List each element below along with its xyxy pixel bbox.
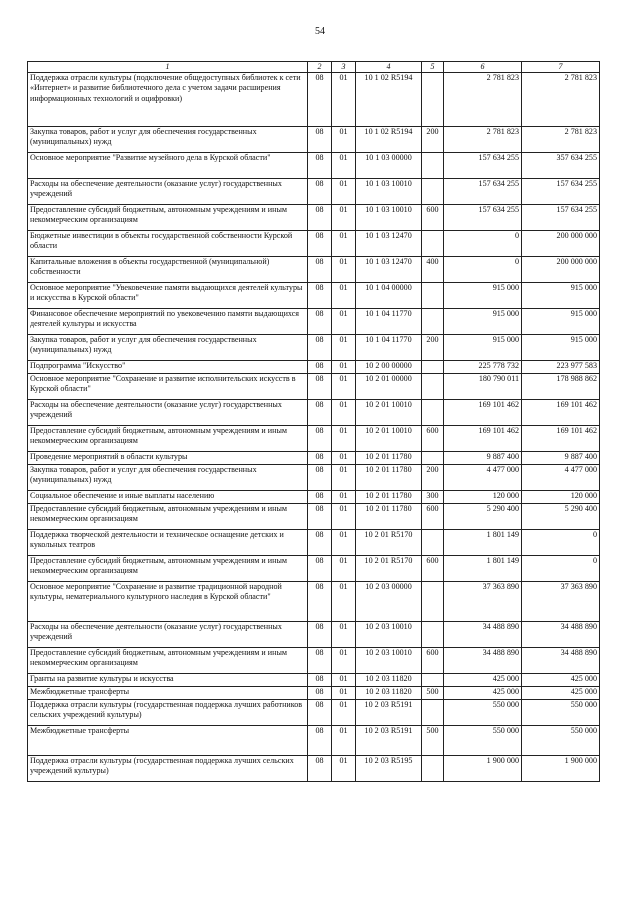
subsection-code: 01 <box>332 491 356 504</box>
expense-type-code <box>422 283 444 309</box>
budget-table <box>27 61 600 782</box>
amount-year-1: 0 <box>444 231 522 257</box>
amount-year-1: 1 900 000 <box>444 756 522 782</box>
expense-name: Подпрограмма "Искусство" <box>28 361 308 374</box>
section-code: 08 <box>308 465 332 491</box>
expense-type-code: 200 <box>422 127 444 153</box>
section-code: 08 <box>308 622 332 648</box>
amount-year-1: 157 634 255 <box>444 205 522 231</box>
subsection-code: 01 <box>332 374 356 400</box>
expense-type-code <box>422 231 444 257</box>
target-article-code: 10 2 01 11780 <box>356 465 422 491</box>
table-row <box>28 374 600 400</box>
expense-type-code <box>422 179 444 205</box>
amount-year-2: 915 000 <box>522 335 600 361</box>
section-code: 08 <box>308 283 332 309</box>
column-number: 6 <box>444 62 522 73</box>
amount-year-1: 4 477 000 <box>444 465 522 491</box>
subsection-code: 01 <box>332 127 356 153</box>
target-article-code: 10 1 03 10010 <box>356 179 422 205</box>
section-code: 08 <box>308 205 332 231</box>
subsection-code: 01 <box>332 73 356 127</box>
table-row <box>28 700 600 726</box>
expense-type-code: 500 <box>422 687 444 700</box>
expense-name: Поддержка отрасли культуры (государственная поддержка лучших сельских учреждений культуры) <box>28 756 308 782</box>
expense-name: Расходы на обеспечение деятельности (оказание услуг) государственных учреждений <box>28 400 308 426</box>
subsection-code: 01 <box>332 335 356 361</box>
target-article-code: 10 2 03 00000 <box>356 582 422 622</box>
target-article-code: 10 1 02 R5194 <box>356 73 422 127</box>
expense-type-code <box>422 530 444 556</box>
table-row <box>28 491 600 504</box>
expense-type-code <box>422 309 444 335</box>
section-code: 08 <box>308 374 332 400</box>
subsection-code: 01 <box>332 556 356 582</box>
expense-type-code <box>422 756 444 782</box>
expense-type-code: 300 <box>422 491 444 504</box>
page-number: 54 <box>315 26 325 37</box>
amount-year-2: 425 000 <box>522 674 600 687</box>
subsection-code: 01 <box>332 231 356 257</box>
amount-year-2: 169 101 462 <box>522 400 600 426</box>
target-article-code: 10 1 04 11770 <box>356 335 422 361</box>
table-row <box>28 674 600 687</box>
amount-year-1: 1 801 149 <box>444 530 522 556</box>
expense-name: Межбюджетные трансферты <box>28 726 308 756</box>
amount-year-1: 157 634 255 <box>444 153 522 179</box>
table-row <box>28 556 600 582</box>
amount-year-2: 9 887 400 <box>522 452 600 465</box>
target-article-code: 10 2 00 00000 <box>356 361 422 374</box>
amount-year-1: 34 488 890 <box>444 622 522 648</box>
table-row <box>28 687 600 700</box>
subsection-code: 01 <box>332 756 356 782</box>
section-code: 08 <box>308 700 332 726</box>
expense-name: Гранты на развитие культуры и искусства <box>28 674 308 687</box>
subsection-code: 01 <box>332 530 356 556</box>
target-article-code: 10 1 03 12470 <box>356 231 422 257</box>
column-number: 7 <box>522 62 600 73</box>
expense-type-code <box>422 622 444 648</box>
amount-year-1: 180 790 011 <box>444 374 522 400</box>
section-code: 08 <box>308 400 332 426</box>
section-code: 08 <box>308 648 332 674</box>
target-article-code: 10 2 03 R5195 <box>356 756 422 782</box>
target-article-code: 10 2 01 11780 <box>356 491 422 504</box>
expense-name: Закупка товаров, работ и услуг для обеспечения государственных (муниципальных) нужд <box>28 127 308 153</box>
expense-name: Закупка товаров, работ и услуг для обеспечения государственных (муниципальных) нужд <box>28 465 308 491</box>
expense-name: Закупка товаров, работ и услуг для обеспечения государственных (муниципальных) нужд <box>28 335 308 361</box>
table-row <box>28 283 600 309</box>
section-code: 08 <box>308 674 332 687</box>
column-number: 1 <box>28 62 308 73</box>
amount-year-2: 34 488 890 <box>522 622 600 648</box>
amount-year-1: 2 781 823 <box>444 73 522 127</box>
target-article-code: 10 2 01 R5170 <box>356 556 422 582</box>
expense-name: Предоставление субсидий бюджетным, автономным учреждениям и иным некоммерческим организациям <box>28 648 308 674</box>
expense-name: Финансовое обеспечение мероприятий по увековечению памяти выдающихся деятелей культуры и искусства <box>28 309 308 335</box>
amount-year-2: 169 101 462 <box>522 426 600 452</box>
subsection-code: 01 <box>332 582 356 622</box>
expense-name: Проведение мероприятий в области культуры <box>28 452 308 465</box>
expense-name: Основное мероприятие "Сохранение и развитие традиционной народной культуры, нематериального культурного наследия в Курской области" <box>28 582 308 622</box>
table-row <box>28 309 600 335</box>
amount-year-1: 915 000 <box>444 283 522 309</box>
expense-type-code <box>422 361 444 374</box>
column-number: 4 <box>356 62 422 73</box>
amount-year-2: 178 988 862 <box>522 374 600 400</box>
subsection-code: 01 <box>332 674 356 687</box>
section-code: 08 <box>308 687 332 700</box>
target-article-code: 10 1 03 00000 <box>356 153 422 179</box>
subsection-code: 01 <box>332 400 356 426</box>
amount-year-1: 2 781 823 <box>444 127 522 153</box>
section-code: 08 <box>308 127 332 153</box>
amount-year-1: 1 801 149 <box>444 556 522 582</box>
section-code: 08 <box>308 309 332 335</box>
table-row <box>28 582 600 622</box>
subsection-code: 01 <box>332 622 356 648</box>
amount-year-1: 157 634 255 <box>444 179 522 205</box>
expense-name: Предоставление субсидий бюджетным, автономным учреждениям и иным некоммерческим организациям <box>28 205 308 231</box>
amount-year-1: 5 290 400 <box>444 504 522 530</box>
subsection-code: 01 <box>332 648 356 674</box>
expense-name: Поддержка творческой деятельности и техническое оснащение детских и кукольных театров <box>28 530 308 556</box>
target-article-code: 10 2 01 R5170 <box>356 530 422 556</box>
section-code: 08 <box>308 361 332 374</box>
target-article-code: 10 2 01 10010 <box>356 426 422 452</box>
expense-type-code: 200 <box>422 465 444 491</box>
target-article-code: 10 1 04 11770 <box>356 309 422 335</box>
amount-year-2: 0 <box>522 530 600 556</box>
section-code: 08 <box>308 726 332 756</box>
amount-year-1: 425 000 <box>444 687 522 700</box>
column-number: 3 <box>332 62 356 73</box>
subsection-code: 01 <box>332 465 356 491</box>
amount-year-2: 1 900 000 <box>522 756 600 782</box>
amount-year-2: 157 634 255 <box>522 205 600 231</box>
target-article-code: 10 2 03 10010 <box>356 648 422 674</box>
amount-year-1: 0 <box>444 257 522 283</box>
target-article-code: 10 2 03 11820 <box>356 687 422 700</box>
amount-year-2: 200 000 000 <box>522 257 600 283</box>
expense-type-code: 600 <box>422 205 444 231</box>
section-code: 08 <box>308 335 332 361</box>
amount-year-2: 915 000 <box>522 309 600 335</box>
amount-year-1: 9 887 400 <box>444 452 522 465</box>
subsection-code: 01 <box>332 687 356 700</box>
expense-type-code <box>422 153 444 179</box>
amount-year-1: 425 000 <box>444 674 522 687</box>
table-row <box>28 361 600 374</box>
table-row <box>28 452 600 465</box>
expense-name: Поддержка отрасли культуры (государственная поддержка лучших работников сельских учреждений культуры) <box>28 700 308 726</box>
table-row <box>28 231 600 257</box>
amount-year-1: 34 488 890 <box>444 648 522 674</box>
target-article-code: 10 1 03 10010 <box>356 205 422 231</box>
expense-type-code: 600 <box>422 648 444 674</box>
amount-year-1: 550 000 <box>444 726 522 756</box>
amount-year-2: 550 000 <box>522 700 600 726</box>
section-code: 08 <box>308 504 332 530</box>
expense-type-code: 600 <box>422 504 444 530</box>
subsection-code: 01 <box>332 309 356 335</box>
subsection-code: 01 <box>332 726 356 756</box>
section-code: 08 <box>308 231 332 257</box>
expense-name: Основное мероприятие "Развитие музейного дела в Курской области" <box>28 153 308 179</box>
column-number: 5 <box>422 62 444 73</box>
subsection-code: 01 <box>332 504 356 530</box>
expense-type-code <box>422 582 444 622</box>
expense-type-code <box>422 700 444 726</box>
expense-type-code: 200 <box>422 335 444 361</box>
target-article-code: 10 2 03 R5191 <box>356 700 422 726</box>
section-code: 08 <box>308 756 332 782</box>
amount-year-2: 4 477 000 <box>522 465 600 491</box>
target-article-code: 10 2 03 11820 <box>356 674 422 687</box>
amount-year-1: 37 363 890 <box>444 582 522 622</box>
expense-name: Основное мероприятие "Сохранение и развитие исполнительских искусств в Курской области" <box>28 374 308 400</box>
table-row <box>28 400 600 426</box>
subsection-code: 01 <box>332 700 356 726</box>
expense-name: Расходы на обеспечение деятельности (оказание услуг) государственных учреждений <box>28 622 308 648</box>
section-code: 08 <box>308 491 332 504</box>
section-code: 08 <box>308 426 332 452</box>
subsection-code: 01 <box>332 257 356 283</box>
amount-year-1: 120 000 <box>444 491 522 504</box>
table-row <box>28 648 600 674</box>
subsection-code: 01 <box>332 179 356 205</box>
target-article-code: 10 1 02 R5194 <box>356 127 422 153</box>
column-numbers-row <box>28 62 600 73</box>
section-code: 08 <box>308 582 332 622</box>
target-article-code: 10 2 01 10010 <box>356 400 422 426</box>
amount-year-1: 915 000 <box>444 309 522 335</box>
amount-year-2: 425 000 <box>522 687 600 700</box>
expense-type-code <box>422 73 444 127</box>
target-article-code: 10 1 03 12470 <box>356 257 422 283</box>
table-row <box>28 257 600 283</box>
table-row <box>28 73 600 127</box>
amount-year-1: 915 000 <box>444 335 522 361</box>
amount-year-2: 0 <box>522 556 600 582</box>
amount-year-2: 37 363 890 <box>522 582 600 622</box>
expense-type-code <box>422 452 444 465</box>
section-code: 08 <box>308 153 332 179</box>
expense-name: Предоставление субсидий бюджетным, автономным учреждениям и иным некоммерческим организациям <box>28 504 308 530</box>
amount-year-1: 225 778 732 <box>444 361 522 374</box>
table-row <box>28 179 600 205</box>
expense-name: Капитальные вложения в объекты государственной (муниципальной) собственности <box>28 257 308 283</box>
amount-year-2: 34 488 890 <box>522 648 600 674</box>
section-code: 08 <box>308 556 332 582</box>
amount-year-2: 200 000 000 <box>522 231 600 257</box>
table-row <box>28 530 600 556</box>
amount-year-1: 169 101 462 <box>444 426 522 452</box>
amount-year-2: 120 000 <box>522 491 600 504</box>
table-row <box>28 335 600 361</box>
subsection-code: 01 <box>332 283 356 309</box>
subsection-code: 01 <box>332 452 356 465</box>
subsection-code: 01 <box>332 426 356 452</box>
target-article-code: 10 2 01 11780 <box>356 504 422 530</box>
expense-type-code <box>422 374 444 400</box>
amount-year-2: 157 634 255 <box>522 179 600 205</box>
column-number: 2 <box>308 62 332 73</box>
target-article-code: 10 1 04 00000 <box>356 283 422 309</box>
amount-year-2: 915 000 <box>522 283 600 309</box>
expense-name: Предоставление субсидий бюджетным, автономным учреждениям и иным некоммерческим организациям <box>28 556 308 582</box>
expense-type-code <box>422 400 444 426</box>
amount-year-2: 223 977 583 <box>522 361 600 374</box>
amount-year-2: 357 634 255 <box>522 153 600 179</box>
expense-name: Расходы на обеспечение деятельности (оказание услуг) государственных учреждений <box>28 179 308 205</box>
table-row <box>28 756 600 782</box>
amount-year-1: 169 101 462 <box>444 400 522 426</box>
expense-name: Предоставление субсидий бюджетным, автономным учреждениям и иным некоммерческим организациям <box>28 426 308 452</box>
expense-name: Межбюджетные трансферты <box>28 687 308 700</box>
target-article-code: 10 2 01 00000 <box>356 374 422 400</box>
table-row <box>28 205 600 231</box>
expense-type-code: 500 <box>422 726 444 756</box>
subsection-code: 01 <box>332 205 356 231</box>
expense-name: Социальное обеспечение и иные выплаты населению <box>28 491 308 504</box>
table-row <box>28 622 600 648</box>
amount-year-2: 550 000 <box>522 726 600 756</box>
expense-type-code: 400 <box>422 257 444 283</box>
table-row <box>28 465 600 491</box>
table-row <box>28 153 600 179</box>
table-row <box>28 426 600 452</box>
table-row <box>28 127 600 153</box>
table-body <box>28 73 600 782</box>
expense-name: Бюджетные инвестиции в объекты государственной собственности Курской области <box>28 231 308 257</box>
section-code: 08 <box>308 530 332 556</box>
target-article-code: 10 2 03 R5191 <box>356 726 422 756</box>
section-code: 08 <box>308 452 332 465</box>
target-article-code: 10 2 03 10010 <box>356 622 422 648</box>
subsection-code: 01 <box>332 153 356 179</box>
section-code: 08 <box>308 257 332 283</box>
amount-year-2: 2 781 823 <box>522 127 600 153</box>
section-code: 08 <box>308 73 332 127</box>
amount-year-1: 550 000 <box>444 700 522 726</box>
expense-name: Поддержка отрасли культуры (подключение общедоступных библиотек к сети «Интернет» и развитие библиотечного дела с учетом задачи расширения информационных технологий и оцифровки) <box>28 73 308 127</box>
amount-year-2: 5 290 400 <box>522 504 600 530</box>
table-row <box>28 504 600 530</box>
expense-type-code: 600 <box>422 556 444 582</box>
section-code: 08 <box>308 179 332 205</box>
amount-year-2: 2 781 823 <box>522 73 600 127</box>
table-row <box>28 726 600 756</box>
expense-name: Основное мероприятие "Увековечение памяти выдающихся деятелей культуры и искусства в Курской области" <box>28 283 308 309</box>
expense-type-code <box>422 674 444 687</box>
target-article-code: 10 2 01 11780 <box>356 452 422 465</box>
expense-type-code: 600 <box>422 426 444 452</box>
subsection-code: 01 <box>332 361 356 374</box>
